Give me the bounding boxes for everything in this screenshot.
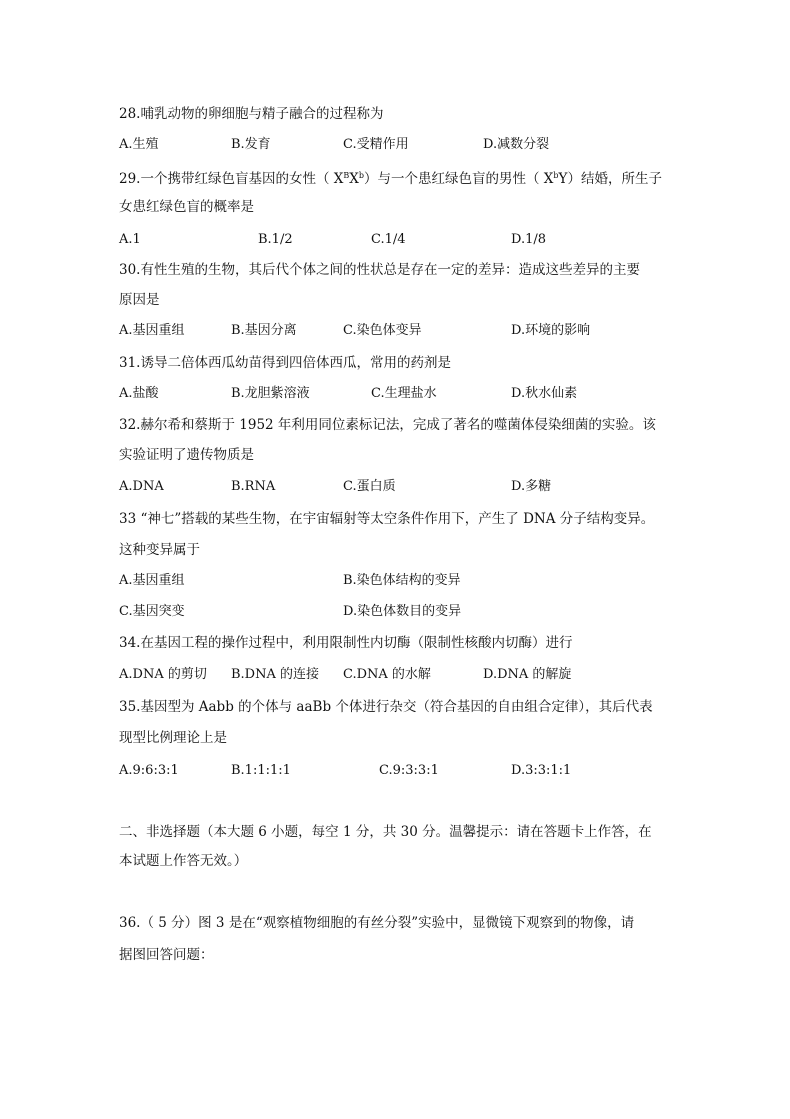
section-2-heading-line2: 本试题上作答无效。） <box>119 853 248 869</box>
q30-option-d: D.环境的影响 <box>511 323 591 338</box>
question-30-text: 30.有性生殖的生物，其后代个体之间的性状总是存在一定的差异：造成这些差异的主要 <box>119 262 640 278</box>
question-30-text-line2: 原因是 <box>119 292 160 308</box>
q31-option-d: D.秋水仙素 <box>511 386 578 401</box>
q34-option-d: D.DNA 的解旋 <box>483 667 572 682</box>
q34-option-b: B.DNA 的连接 <box>231 667 320 682</box>
q29-option-c: C.1/4 <box>371 232 406 247</box>
q32-option-c: C.蛋白质 <box>343 479 396 494</box>
q32-option-b: B.RNA <box>231 479 276 494</box>
q29-option-b: B.1/2 <box>258 232 293 247</box>
q33-option-b: B.染色体结构的变异 <box>343 573 461 588</box>
q34-option-a: A.DNA 的剪切 <box>119 667 207 682</box>
q30-option-b: B.基因分离 <box>231 323 297 338</box>
question-34-text: 34.在基因工程的操作过程中，利用限制性内切酶（限制性核酸内切酶）进行 <box>119 635 573 651</box>
q35-option-a: A.9:6:3:1 <box>119 763 179 778</box>
q32-option-a: A.DNA <box>119 479 164 494</box>
question-29-text: 29.一个携带红绿色盲基因的女性（ $X^BX^b$）与一个患红绿色盲的男性（ $X^bY$）结婚，所生子 <box>119 171 662 187</box>
question-32-text-line2: 实验证明了遗传物质是 <box>119 447 254 463</box>
q31-option-c: C.生理盐水 <box>371 386 437 401</box>
q29-option-a: A.1 <box>119 232 141 247</box>
q34-option-c: C.DNA 的水解 <box>343 667 431 682</box>
question-35-text-line2: 现型比例理论上是 <box>119 730 227 746</box>
q31-option-a: A.盐酸 <box>119 386 159 401</box>
question-28-text: 28.哺乳动物的卵细胞与精子融合的过程称为 <box>119 106 384 122</box>
q28-option-b: B.发育 <box>231 137 271 152</box>
section-2-heading: 二、非选择题（本大题 6 小题，每空 1 分，共 30 分。温馨提示：请在答题卡上作答，在 <box>119 824 652 840</box>
q30-option-c: C.染色体变异 <box>343 323 422 338</box>
question-36-text: 36.（ 5 分）图 3 是在“观察植物细胞的有丝分裂”实验中，显微镜下观察到的物像，请 <box>119 915 635 931</box>
q35-option-d: D.3:3:1:1 <box>511 763 572 778</box>
question-29-text-line2: 女患红绿色盲的概率是 <box>119 199 254 215</box>
question-33-text-line2: 这种变异属于 <box>119 542 200 558</box>
q35-option-c: C.9:3:3:1 <box>379 763 439 778</box>
q28-option-a: A.生殖 <box>119 137 159 152</box>
q33-option-a: A.基因重组 <box>119 573 185 588</box>
q33-option-d: D.染色体数目的变异 <box>343 604 462 619</box>
q33-option-c: C.基因突变 <box>119 604 185 619</box>
q31-option-b: B.龙胆紫溶液 <box>231 386 310 401</box>
q30-option-a: A.基因重组 <box>119 323 185 338</box>
q28-option-d: D.减数分裂 <box>483 137 550 152</box>
q35-option-b: B.1:1:1:1 <box>231 763 291 778</box>
question-32-text: 32.赫尔希和蔡斯于 1952 年利用同位素标记法，完成了著名的噬菌体侵染细菌的实验。该 <box>119 417 656 433</box>
question-31-text: 31.诱导二倍体西瓜幼苗得到四倍体西瓜，常用的药剂是 <box>119 355 451 371</box>
q29-option-d: D.1/8 <box>511 232 547 247</box>
question-33-text: 33 “神七”搭载的某些生物，在宇宙辐射等太空条件作用下，产生了 DNA 分子结构变异。 <box>119 511 655 527</box>
q28-option-c: C.受精作用 <box>343 137 409 152</box>
q32-option-d: D.多糖 <box>511 479 552 494</box>
question-36-text-line2: 据图回答问题： <box>119 947 214 963</box>
question-35-text: 35.基因型为 Aabb 的个体与 aaBb 个体进行杂交（符合基因的自由组合定律），其后代表 <box>119 699 653 715</box>
